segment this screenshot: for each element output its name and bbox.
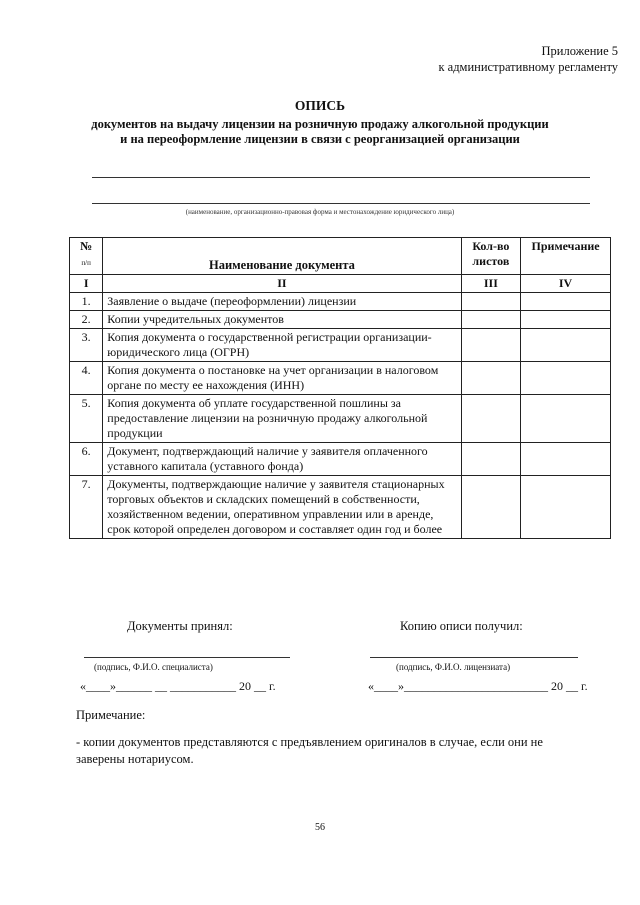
specialist-signature-hint: (подпись, Ф.И.О. специалиста)	[94, 662, 213, 672]
specialist-date-field[interactable]: «____»______ __ ___________ 20 __ г.	[80, 679, 276, 693]
roman-col-1: I	[70, 275, 103, 293]
org-fill-line-1	[92, 177, 590, 178]
table-header-row	[70, 238, 611, 275]
row-document-name: Копия документа об уплате государственной пошлины за предоставление лицензии на розничную продажу алкогольной продукции	[103, 395, 461, 443]
row-note-cell[interactable]	[521, 476, 611, 539]
table-row	[70, 395, 611, 443]
row-number: 6.	[70, 443, 103, 476]
appendix-label	[438, 43, 618, 75]
table-row	[70, 329, 611, 362]
accepted-by-label: Документы принял:	[127, 619, 233, 633]
row-sheet-count-cell[interactable]	[461, 362, 521, 395]
row-note-cell[interactable]	[521, 329, 611, 362]
row-number: 3.	[70, 329, 103, 362]
row-sheet-count-cell[interactable]	[461, 329, 521, 362]
row-document-name: Копия документа о государственной регистрации организации-юридического лица (ОГРН)	[103, 329, 461, 362]
row-document-name: Копии учредительных документов	[103, 311, 461, 329]
row-document-name: Заявление о выдаче (переоформлении) лицензии	[103, 293, 461, 311]
roman-col-3: III	[461, 275, 521, 293]
row-number: 5.	[70, 395, 103, 443]
roman-col-4: IV	[521, 275, 611, 293]
roman-numeral-row	[70, 275, 611, 293]
row-sheet-count-cell[interactable]	[461, 395, 521, 443]
row-note-cell[interactable]	[521, 395, 611, 443]
row-document-name: Копия документа о постановке на учет организации в налоговом органе по месту ее нахождения (ИНН)	[103, 362, 461, 395]
licensee-signature-hint: (подпись, Ф.И.О. лицензиата)	[396, 662, 511, 672]
row-note-cell[interactable]	[521, 311, 611, 329]
appendix-line-1: Приложение 5	[541, 44, 618, 58]
header-document-name: Наименование документа	[103, 238, 461, 275]
row-number: 1.	[70, 293, 103, 311]
document-subtitle	[40, 117, 600, 147]
row-document-name: Документы, подтверждающие наличие у заявителя стационарных торговых объектов и складских помещений в собственности, хозяйственном ведении, оперативном управлении или в аренде, срок которой определен договором и составляет один год и более	[103, 476, 461, 539]
subtitle-line-1: документов на выдачу лицензии на розничную продажу алкогольной продукции	[91, 117, 549, 131]
documents-table	[69, 237, 611, 539]
table-row	[70, 443, 611, 476]
org-fill-line-2	[92, 203, 590, 204]
row-number: 2.	[70, 311, 103, 329]
row-note-cell[interactable]	[521, 443, 611, 476]
header-note: Примечание	[521, 238, 611, 275]
subtitle-line-2: и на переоформление лицензии в связи с реорганизацией организации	[120, 132, 520, 146]
header-num	[70, 238, 103, 275]
header-sheet-count: Кол-во листов	[461, 238, 521, 275]
page-number: 56	[315, 822, 325, 833]
row-note-cell[interactable]	[521, 362, 611, 395]
document-title: ОПИСЬ	[294, 98, 346, 113]
specialist-signature-line[interactable]	[84, 657, 290, 658]
org-fill-hint: (наименование, организационно-правовая форма и местонахождение юридического лица)	[185, 208, 455, 216]
copy-received-label: Копию описи получил:	[400, 619, 523, 633]
roman-col-2: II	[103, 275, 461, 293]
row-sheet-count-cell[interactable]	[461, 443, 521, 476]
licensee-signature-line[interactable]	[370, 657, 578, 658]
row-sheet-count-cell[interactable]	[461, 476, 521, 539]
header-num-sublabel: п/п	[81, 259, 91, 267]
table-row	[70, 476, 611, 539]
table-row	[70, 311, 611, 329]
row-document-name: Документ, подтверждающий наличие у заявителя оплаченного уставного капитала (уставного фонда)	[103, 443, 461, 476]
appendix-line-2: к административному регламенту	[438, 60, 618, 74]
row-sheet-count-cell[interactable]	[461, 311, 521, 329]
note-title: Примечание:	[76, 708, 146, 722]
table-row	[70, 362, 611, 395]
header-num-label: №	[80, 239, 93, 253]
table-row	[70, 293, 611, 311]
row-number: 7.	[70, 476, 103, 539]
row-number: 4.	[70, 362, 103, 395]
note-text: - копии документов представляются с предъявлением оригиналов в случае, если они не заверены нотариусом.	[76, 735, 543, 766]
row-note-cell[interactable]	[521, 293, 611, 311]
licensee-date-field[interactable]: «____»________________________ 20 __ г.	[368, 679, 588, 693]
row-sheet-count-cell[interactable]	[461, 293, 521, 311]
